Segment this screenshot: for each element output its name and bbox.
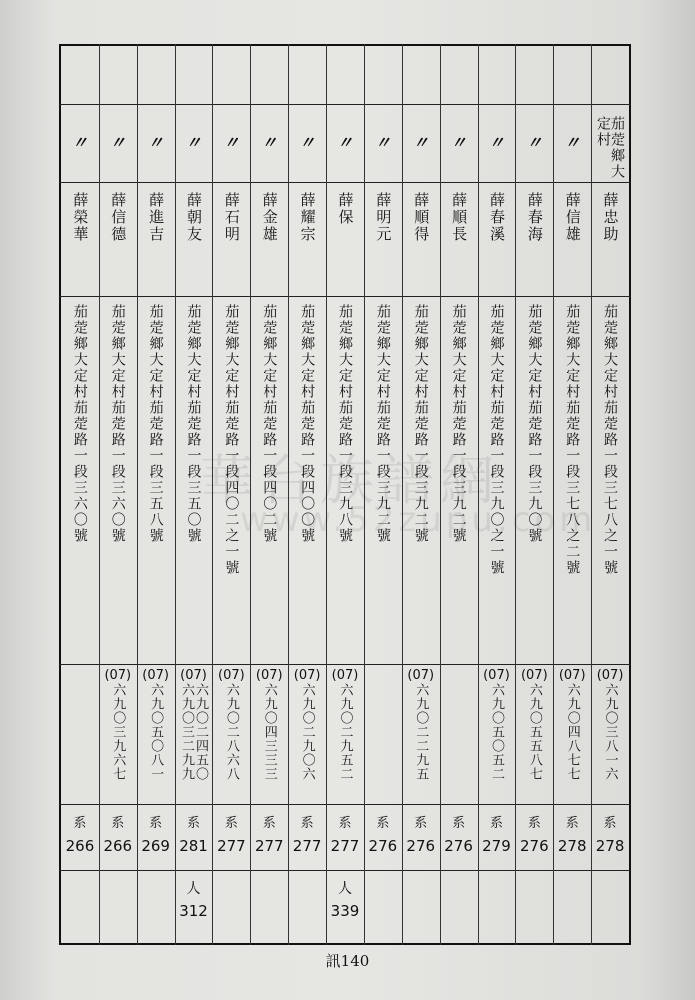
address-cell xyxy=(326,304,364,660)
phone-number: 六九〇五〇八一 xyxy=(148,683,164,781)
phone-cell xyxy=(137,668,175,802)
phone-area-code: (07) xyxy=(180,668,207,683)
person-name-cell xyxy=(478,192,516,292)
phone-area-code: (07) xyxy=(104,668,132,683)
address: 茄萣鄉大定村茄萣路一段三九二號 xyxy=(450,304,467,544)
relation-label: 系 xyxy=(527,816,541,831)
ditto-mark-cell xyxy=(212,130,250,170)
address: 茄萣鄉大定村茄萣路一段三九二號 xyxy=(412,304,429,544)
phone-cell xyxy=(402,668,440,802)
person-name-cell xyxy=(553,192,591,292)
person-count: 339 xyxy=(330,902,360,920)
lineage-cell xyxy=(591,812,629,868)
generation-number: 269 xyxy=(141,837,170,855)
relation-label: 系 xyxy=(73,816,87,831)
person-name-cell xyxy=(61,192,99,292)
lineage-cell xyxy=(137,812,175,868)
phone-number: 六九〇五五八七 xyxy=(526,683,542,781)
relation-label: 系 xyxy=(376,816,390,831)
address-cell xyxy=(402,304,440,660)
person-count-cell xyxy=(175,878,213,938)
person-name: 薛順長 xyxy=(450,192,469,243)
phone-cell xyxy=(553,668,591,802)
phone-number: 六九〇二九〇六 xyxy=(299,683,315,781)
row-divider xyxy=(59,104,631,105)
phone-number: 六九〇五〇五二 xyxy=(488,683,504,781)
person-name-cell xyxy=(402,192,440,292)
person-name-cell xyxy=(99,192,137,292)
person-name-cell xyxy=(364,192,402,292)
person-name: 薛春海 xyxy=(525,192,544,243)
address-cell xyxy=(212,304,250,660)
address-cell xyxy=(288,304,326,660)
row-divider xyxy=(59,804,631,805)
lineage-cell xyxy=(250,812,288,868)
ditto-mark-cell xyxy=(478,130,516,170)
person-count: 312 xyxy=(179,902,208,920)
phone-number: 六九〇二八六八 xyxy=(223,683,239,781)
generation-number: 266 xyxy=(65,837,95,855)
phone-number-2: 六九〇三二九九 xyxy=(179,683,195,781)
ditto-mark-cell xyxy=(99,130,137,170)
lineage-cell xyxy=(61,812,99,868)
lineage-cell xyxy=(364,812,402,868)
relation-label: 系 xyxy=(338,816,352,831)
ditto-mark-cell xyxy=(440,130,478,170)
phone-area-code: (07) xyxy=(558,668,586,683)
address-cell xyxy=(553,304,591,660)
person-label: 人 xyxy=(337,881,352,897)
address: 茄萣鄉大定村茄萣路一段三五〇號 xyxy=(185,304,202,544)
address-cell xyxy=(478,304,516,660)
address: 茄萣鄉大定村茄萣路一段四〇二之一號 xyxy=(223,304,240,576)
address-cell xyxy=(137,304,175,660)
phone-area-code: (07) xyxy=(520,668,548,683)
phone-number: 六九〇四八七七 xyxy=(564,683,580,781)
relation-label: 系 xyxy=(300,816,314,831)
person-name: 薛明元 xyxy=(374,192,393,243)
generation-number: 277 xyxy=(292,837,322,855)
address-cell xyxy=(515,304,553,660)
person-name: 薛春溪 xyxy=(487,192,506,243)
lineage-cell xyxy=(478,812,516,868)
ditto-mark: 〃 xyxy=(299,133,316,152)
address-cell xyxy=(250,304,288,660)
person-name-cell xyxy=(175,192,213,292)
ditto-mark-cell xyxy=(402,130,440,170)
ditto-mark-cell xyxy=(61,130,99,170)
phone-area-code: (07) xyxy=(483,668,510,683)
ditto-mark: 〃 xyxy=(71,133,88,152)
phone-cell xyxy=(175,668,213,802)
person-name: 薛耀宗 xyxy=(298,192,317,243)
phone-number: 六九〇四三三三 xyxy=(261,683,277,781)
relation-label: 系 xyxy=(111,816,125,831)
person-name: 薛石明 xyxy=(222,192,241,243)
person-name-cell xyxy=(440,192,478,292)
phone-cell xyxy=(99,668,137,802)
generation-number: 279 xyxy=(482,837,511,855)
relation-label: 系 xyxy=(489,816,503,831)
page-number: 訊140 xyxy=(325,952,370,970)
relation-label: 系 xyxy=(187,816,201,831)
person-name-cell xyxy=(137,192,175,292)
generation-number: 276 xyxy=(368,837,398,855)
person-name: 薛保 xyxy=(336,192,355,226)
phone-cell xyxy=(478,668,516,802)
person-name: 薛榮華 xyxy=(71,192,90,243)
address-cell xyxy=(591,304,629,660)
ditto-mark: 〃 xyxy=(564,133,581,152)
lineage-cell xyxy=(553,812,591,868)
phone-cell xyxy=(212,668,250,802)
person-name: 薛忠助 xyxy=(601,192,620,243)
ditto-mark: 〃 xyxy=(412,133,429,152)
address: 茄萣鄉大定村茄萣路一段三九八號 xyxy=(336,304,353,544)
ditto-mark-cell xyxy=(364,130,402,170)
phone-area-code: (07) xyxy=(218,668,245,683)
phone-area-code: (07) xyxy=(331,668,359,683)
relation-label: 系 xyxy=(149,816,163,831)
row-divider xyxy=(59,296,631,297)
lineage-cell xyxy=(212,812,250,868)
ditto-mark: 〃 xyxy=(185,133,202,152)
phone-number: 六九〇二二九五 xyxy=(413,683,429,781)
person-name-cell xyxy=(212,192,250,292)
phone-area-code: (07) xyxy=(407,668,435,683)
generation-number: 278 xyxy=(557,837,587,855)
ditto-mark: 〃 xyxy=(526,133,543,152)
generation-number: 276 xyxy=(520,837,549,855)
address: 茄萣鄉大定村茄萣路一段三六〇號 xyxy=(109,304,126,544)
person-name: 薛信雄 xyxy=(563,192,582,243)
generation-number: 277 xyxy=(217,837,246,855)
relation-label: 系 xyxy=(452,816,466,831)
phone-number: 六九〇三九六七 xyxy=(110,683,126,781)
relation-label: 系 xyxy=(603,816,617,831)
generation-number: 266 xyxy=(103,837,133,855)
phone-number: 六九〇三八一六 xyxy=(602,683,618,781)
ditto-mark-cell xyxy=(326,130,364,170)
generation-number: 278 xyxy=(595,837,625,855)
generation-number: 277 xyxy=(330,837,360,855)
address: 茄萣鄉大定村茄萣路一段三七八之二號 xyxy=(564,304,581,576)
generation-number: 276 xyxy=(406,837,436,855)
ditto-mark-cell xyxy=(288,130,326,170)
ditto-mark-cell xyxy=(250,130,288,170)
address: 茄萣鄉大定村茄萣路一段四〇〇號 xyxy=(299,304,316,544)
phone-cell xyxy=(515,668,553,802)
address-cell xyxy=(364,304,402,660)
lineage-cell xyxy=(99,812,137,868)
person-name-cell xyxy=(515,192,553,292)
phone-cell xyxy=(591,668,629,802)
address: 茄萣鄉大定村茄萣路一段三九〇號 xyxy=(526,304,543,544)
address-cell xyxy=(175,304,213,660)
phone-area-code: (07) xyxy=(255,668,283,683)
phone-cell xyxy=(288,668,326,802)
person-name: 薛信德 xyxy=(109,192,128,243)
address: 茄萣鄉大定村茄萣路一段四〇二號 xyxy=(261,304,278,544)
generation-number: 281 xyxy=(179,837,208,855)
person-count-cell xyxy=(326,878,364,938)
generation-number: 276 xyxy=(444,837,473,855)
ditto-mark: 〃 xyxy=(109,133,126,152)
person-name: 薛順得 xyxy=(412,192,431,243)
phone-area-code: (07) xyxy=(596,668,624,683)
lineage-cell xyxy=(175,812,213,868)
ditto-mark-cell xyxy=(175,130,213,170)
person-name-cell xyxy=(326,192,364,292)
ditto-mark-cell xyxy=(137,130,175,170)
phone-number: 六九〇二九五二 xyxy=(337,683,353,781)
person-name: 薛金雄 xyxy=(260,192,279,243)
relation-label: 系 xyxy=(565,816,579,831)
ditto-mark: 〃 xyxy=(147,133,164,152)
address: 茄萣鄉大定村茄萣路一段三六〇號 xyxy=(71,304,88,544)
watermark-text: 華台族譜網 xyxy=(200,449,500,512)
ditto-mark: 〃 xyxy=(374,133,391,152)
place-name-cell xyxy=(591,114,629,180)
lineage-cell xyxy=(402,812,440,868)
row-divider xyxy=(59,870,631,871)
row-divider xyxy=(59,182,631,183)
relation-label: 系 xyxy=(262,816,276,831)
ditto-mark: 〃 xyxy=(488,133,505,152)
ditto-mark: 〃 xyxy=(450,133,467,152)
lineage-cell xyxy=(440,812,478,868)
address-cell xyxy=(99,304,137,660)
ditto-mark: 〃 xyxy=(223,133,240,152)
lineage-cell xyxy=(326,812,364,868)
relation-label: 系 xyxy=(414,816,428,831)
phone-area-code: (07) xyxy=(142,668,169,683)
phone-cell xyxy=(326,668,364,802)
person-label: 人 xyxy=(186,881,201,897)
person-name: 薛朝友 xyxy=(185,192,204,243)
person-name-cell xyxy=(591,192,629,292)
generation-number: 277 xyxy=(254,837,284,855)
person-name-cell xyxy=(250,192,288,292)
ditto-mark-cell xyxy=(553,130,591,170)
address: 茄萣鄉大定村茄萣路一段三九二號 xyxy=(374,304,391,544)
place-name: 茄萣鄉大定村 xyxy=(595,116,626,180)
lineage-cell xyxy=(515,812,553,868)
person-name: 薛進吉 xyxy=(147,192,166,243)
address: 茄萣鄉大定村茄萣路一段三五八號 xyxy=(147,304,164,544)
address: 茄萣鄉大定村茄萣路一段三七八之一號 xyxy=(602,304,619,576)
watermark-url: www.52zupu.com xyxy=(240,500,597,540)
ditto-mark-cell xyxy=(515,130,553,170)
address-cell xyxy=(61,304,99,660)
address: 茄萣鄉大定村茄萣路一段三九〇之一號 xyxy=(488,304,505,576)
ditto-mark: 〃 xyxy=(336,133,353,152)
phone-number: 六九〇二四五〇 xyxy=(193,683,209,781)
lineage-cell xyxy=(288,812,326,868)
phone-cell xyxy=(250,668,288,802)
row-divider xyxy=(59,664,631,665)
relation-label: 系 xyxy=(224,816,238,831)
ditto-mark: 〃 xyxy=(261,133,278,152)
phone-area-code: (07) xyxy=(293,668,321,683)
person-name-cell xyxy=(288,192,326,292)
address-cell xyxy=(440,304,478,660)
